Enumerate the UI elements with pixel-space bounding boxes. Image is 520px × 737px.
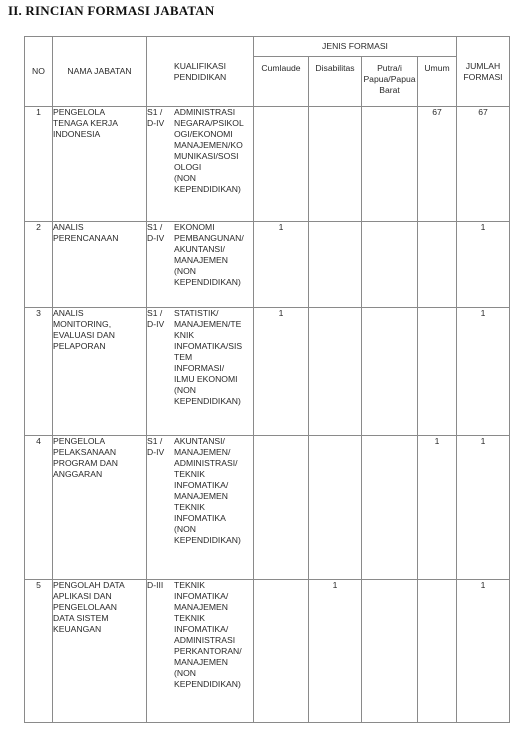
row-cumlaude <box>254 107 309 222</box>
header-jenis-formasi: JENIS FORMASI <box>254 37 457 57</box>
formasi-table <box>24 36 510 723</box>
row-jenjang: D-III <box>147 580 164 590</box>
table-row <box>25 580 510 723</box>
row-no: 1 <box>25 107 53 222</box>
row-nama-jabatan: ANALIS PERENCANAAN <box>53 222 147 308</box>
row-putra-papua <box>362 580 418 723</box>
header-putra-papua: Putra/i Papua/Papua Barat <box>362 57 418 107</box>
row-putra-papua <box>362 107 418 222</box>
row-nama-jabatan: PENGELOLA PELAKSANAAN PROGRAM DAN ANGGARAN <box>53 436 147 580</box>
row-nama-jabatan: PENGELOLA TENAGA KERJA INDONESIA <box>53 107 147 222</box>
table-row <box>25 222 510 308</box>
row-program-studi: STATISTIK/ MANAJEMEN/TE KNIK INFOMATIKA/SIS TEM INFORMASI/ ILMU EKONOMI (NON KEPENDIDIKAN) <box>174 308 243 406</box>
header-jumlah-formasi: JUMLAH FORMASI <box>457 37 510 107</box>
row-kualifikasi <box>147 222 254 308</box>
row-putra-papua <box>362 436 418 580</box>
row-jumlah: 1 <box>457 308 510 436</box>
row-disabilitas: 1 <box>309 580 362 723</box>
table-row <box>25 308 510 436</box>
row-umum <box>418 580 457 723</box>
row-kualifikasi <box>147 107 254 222</box>
row-disabilitas <box>309 222 362 308</box>
row-jenjang: S1 / D-IV <box>147 308 165 329</box>
row-umum: 67 <box>418 107 457 222</box>
row-no: 3 <box>25 308 53 436</box>
row-jenjang: S1 / D-IV <box>147 107 165 128</box>
header-no: NO <box>25 37 53 107</box>
row-nama-jabatan: PENGOLAH DATA APLIKASI DAN PENGELOLAAN DATA SISTEM KEUANGAN <box>53 580 147 723</box>
row-kualifikasi <box>147 436 254 580</box>
row-cumlaude <box>254 580 309 723</box>
row-program-studi: TEKNIK INFOMATIKA/ MANAJEMEN TEKNIK INFOMATIKA/ ADMINISTRASI PERKANTORAN/ MANAJEMEN (NON KEPENDIDIKAN) <box>174 580 242 689</box>
row-cumlaude: 1 <box>254 222 309 308</box>
header-nama-jabatan: NAMA JABATAN <box>53 37 147 107</box>
table-row <box>25 107 510 222</box>
row-program-studi: EKONOMI PEMBANGUNAN/ AKUNTANSI/ MANAJEMEN (NON KEPENDIDIKAN) <box>174 222 244 287</box>
row-no: 4 <box>25 436 53 580</box>
header-kualifikasi: KUALIFIKASI PENDIDIKAN <box>147 37 254 107</box>
row-kualifikasi <box>147 308 254 436</box>
row-program-studi: AKUNTANSI/ MANAJEMEN/ ADMINISTRASI/ TEKNIK INFOMATIKA/ MANAJEMEN TEKNIK INFOMATIKA (NON KEPENDIDIKAN) <box>174 436 241 545</box>
row-jumlah: 1 <box>457 436 510 580</box>
row-cumlaude <box>254 436 309 580</box>
row-jumlah: 67 <box>457 107 510 222</box>
table-row <box>25 436 510 580</box>
row-jenjang: S1 / D-IV <box>147 222 165 243</box>
row-program-studi: ADMINISTRASI NEGARA/PSIKOL OGI/EKONOMI MANAJEMEN/KO MUNIKASI/SOSI OLOGI (NON KEPENDIDIKAN) <box>174 107 244 194</box>
row-nama-jabatan: ANALIS MONITORING, EVALUASI DAN PELAPORAN <box>53 308 147 436</box>
row-jenjang: S1 / D-IV <box>147 436 165 457</box>
section-title: II. RINCIAN FORMASI JABATAN <box>8 3 215 18</box>
row-umum <box>418 222 457 308</box>
row-putra-papua <box>362 308 418 436</box>
row-disabilitas <box>309 308 362 436</box>
row-umum <box>418 308 457 436</box>
row-putra-papua <box>362 222 418 308</box>
row-no: 5 <box>25 580 53 723</box>
row-disabilitas <box>309 436 362 580</box>
header-disabilitas: Disabilitas <box>309 57 362 107</box>
header-umum: Umum <box>418 57 457 107</box>
row-kualifikasi <box>147 580 254 723</box>
row-jumlah: 1 <box>457 580 510 723</box>
row-no: 2 <box>25 222 53 308</box>
row-cumlaude: 1 <box>254 308 309 436</box>
row-umum: 1 <box>418 436 457 580</box>
row-jumlah: 1 <box>457 222 510 308</box>
row-disabilitas <box>309 107 362 222</box>
header-cumlaude: Cumlaude <box>254 57 309 107</box>
